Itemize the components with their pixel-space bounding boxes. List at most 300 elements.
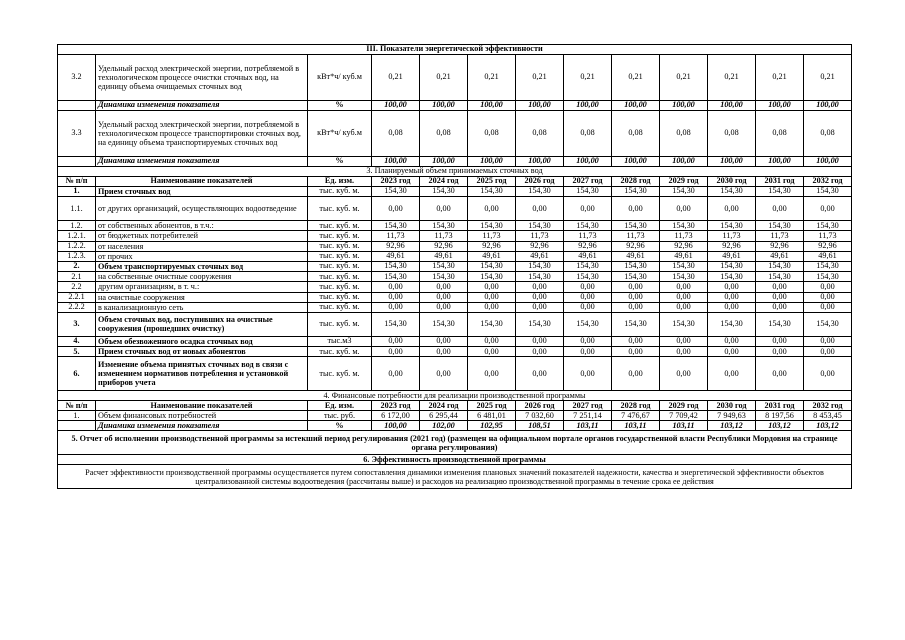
value-cell: 154,30 [660, 312, 708, 336]
unit-cell: тыс. куб. м. [308, 292, 372, 302]
value-cell: 0,21 [804, 55, 852, 101]
dynamics-unit: % [308, 157, 372, 167]
value-cell: 154,30 [660, 187, 708, 197]
value-cell: 7 032,60 [516, 411, 564, 421]
value-cell: 0,00 [708, 282, 756, 292]
table-row [58, 251, 852, 261]
dynamics-label: Динамика изменения показателя [96, 157, 308, 167]
efficiency-text: Расчет эффективности производственной программы осуществляется путем сопоставления динамики изменения плановых значений показателей надежности, качества и энергетической эффективности объектов централизованной системы водоотведения (рассчитаны выше) и расходов на реализацию производственной программы в течение срока ее действия [58, 465, 852, 489]
table-row [58, 282, 852, 292]
table-row [58, 187, 852, 197]
empty-cell [58, 421, 96, 431]
table-row [58, 302, 852, 312]
indicator-name: от прочих [96, 251, 308, 261]
value-cell: 0,00 [372, 357, 420, 391]
dynamics-value: 100,00 [756, 157, 804, 167]
dynamics-value: 102,00 [420, 421, 468, 431]
header-year: 2024 год [420, 177, 468, 187]
unit-cell: тыс. куб. м. [308, 261, 372, 271]
value-cell: 92,96 [420, 241, 468, 251]
value-cell: 154,30 [660, 221, 708, 231]
value-cell: 0,00 [660, 282, 708, 292]
value-cell: 11,73 [708, 231, 756, 241]
table-body [58, 45, 852, 489]
value-cell: 154,30 [468, 312, 516, 336]
dynamics-value: 100,00 [612, 157, 660, 167]
value-cell: 7 709,42 [660, 411, 708, 421]
section-3-title-row [58, 45, 852, 55]
indicator-name: Объем сточных вод, поступивших на очистные сооружения (прошедших очистку) [96, 312, 308, 336]
header-unit: Ед. изм. [308, 177, 372, 187]
value-cell: 0,21 [564, 55, 612, 101]
row-number: 3.2 [58, 55, 96, 101]
value-cell: 92,96 [756, 241, 804, 251]
dynamics-value: 100,00 [564, 101, 612, 111]
value-cell: 0,00 [516, 197, 564, 221]
value-cell: 0,00 [708, 357, 756, 391]
value-cell: 154,30 [660, 261, 708, 271]
value-cell: 49,61 [612, 251, 660, 261]
dynamics-value: 100,00 [564, 157, 612, 167]
header-year: 2023 год [372, 177, 420, 187]
value-cell: 49,61 [468, 251, 516, 261]
row-number: 5. [58, 347, 96, 357]
value-cell: 0,00 [756, 292, 804, 302]
value-cell: 92,96 [516, 241, 564, 251]
dynamics-value: 100,00 [420, 157, 468, 167]
header-year: 2026 год [516, 401, 564, 411]
value-cell: 0,00 [660, 347, 708, 357]
value-cell: 8 197,56 [756, 411, 804, 421]
header-year: 2031 год [756, 177, 804, 187]
value-cell: 0,00 [420, 282, 468, 292]
value-cell: 11,73 [564, 231, 612, 241]
section-planned-title: 3. Планируемый объем принимаемых сточных вод [58, 167, 852, 177]
dynamics-row [58, 101, 852, 111]
program-table [57, 44, 852, 489]
value-cell: 6 481,01 [468, 411, 516, 421]
table-row [58, 241, 852, 251]
indicator-name: на очистные сооружения [96, 292, 308, 302]
unit-cell: тыс. куб. м. [308, 231, 372, 241]
value-cell: 0,00 [372, 302, 420, 312]
value-cell: 154,30 [612, 272, 660, 282]
value-cell: 0,00 [372, 292, 420, 302]
value-cell: 0,00 [564, 302, 612, 312]
value-cell: 0,00 [612, 347, 660, 357]
value-cell: 0,00 [516, 336, 564, 346]
value-cell: 0,00 [660, 292, 708, 302]
table-row [58, 336, 852, 346]
dynamics-value: 108,51 [516, 421, 564, 431]
value-cell: 154,30 [612, 221, 660, 231]
value-cell: 154,30 [516, 272, 564, 282]
value-cell: 154,30 [756, 312, 804, 336]
dynamics-value: 100,00 [708, 101, 756, 111]
row-number: 2.1 [58, 272, 96, 282]
indicator-name: Удельный расход электрической энергии, потребляемой в технологическом процессе очистки сточных вод, на единицу объема очищаемых сточных вод [96, 55, 308, 101]
value-cell: 0,00 [756, 336, 804, 346]
value-cell: 0,00 [612, 292, 660, 302]
unit-cell: тыс. куб. м. [308, 272, 372, 282]
value-cell: 0,00 [564, 357, 612, 391]
unit-cell: кВт*ч/ куб.м [308, 55, 372, 101]
value-cell: 11,73 [612, 231, 660, 241]
header-year: 2023 год [372, 401, 420, 411]
finance-header-row [58, 401, 852, 411]
value-cell: 154,30 [804, 272, 852, 282]
table-row [58, 312, 852, 336]
document-sheet [57, 44, 851, 489]
value-cell: 49,61 [756, 251, 804, 261]
value-cell: 49,61 [516, 251, 564, 261]
value-cell: 92,96 [372, 241, 420, 251]
value-cell: 0,00 [516, 292, 564, 302]
indicator-name: в канализационную сеть [96, 302, 308, 312]
table-row [58, 221, 852, 231]
value-cell: 11,73 [660, 231, 708, 241]
dynamics-label: Динамика изменения показателя [96, 421, 308, 431]
value-cell: 0,00 [468, 336, 516, 346]
value-cell: 0,00 [372, 282, 420, 292]
value-cell: 92,96 [660, 241, 708, 251]
value-cell: 0,21 [516, 55, 564, 101]
value-cell: 154,30 [468, 261, 516, 271]
value-cell: 0,00 [708, 302, 756, 312]
table-row [58, 55, 852, 101]
value-cell: 0,00 [420, 292, 468, 302]
dynamics-row [58, 421, 852, 431]
value-cell: 154,30 [804, 221, 852, 231]
unit-cell: тыс. руб. [308, 411, 372, 421]
unit-cell: тыс. куб. м. [308, 241, 372, 251]
unit-cell: тыс. куб. м. [308, 312, 372, 336]
value-cell: 154,30 [612, 312, 660, 336]
row-number: 1. [58, 411, 96, 421]
value-cell: 7 251,14 [564, 411, 612, 421]
value-cell: 0,00 [372, 197, 420, 221]
dynamics-unit: % [308, 101, 372, 111]
value-cell: 0,00 [804, 282, 852, 292]
value-cell: 154,30 [564, 272, 612, 282]
value-cell: 154,30 [468, 221, 516, 231]
header-year: 2028 год [612, 401, 660, 411]
dynamics-value: 100,00 [420, 101, 468, 111]
value-cell: 0,00 [708, 197, 756, 221]
row-number: 1.2.1. [58, 231, 96, 241]
value-cell: 49,61 [708, 251, 756, 261]
header-unit: Ед. изм. [308, 401, 372, 411]
value-cell: 154,30 [420, 221, 468, 231]
value-cell: 0,00 [804, 302, 852, 312]
unit-cell: тыс.м3 [308, 336, 372, 346]
value-cell: 0,00 [516, 302, 564, 312]
value-cell: 0,00 [564, 197, 612, 221]
unit-cell: тыс. куб. м. [308, 187, 372, 197]
value-cell: 0,00 [516, 282, 564, 292]
table-row [58, 411, 852, 421]
value-cell: 154,30 [420, 272, 468, 282]
indicator-name: другим организациям, в т. ч.: [96, 282, 308, 292]
value-cell: 0,00 [564, 336, 612, 346]
value-cell: 0,21 [708, 55, 756, 101]
value-cell: 0,00 [516, 357, 564, 391]
section-efficiency-title-row [58, 455, 852, 465]
value-cell: 154,30 [804, 312, 852, 336]
value-cell: 0,00 [612, 282, 660, 292]
value-cell: 0,00 [420, 347, 468, 357]
value-cell: 154,30 [372, 272, 420, 282]
row-number: 1.1. [58, 197, 96, 221]
dynamics-value: 100,00 [372, 421, 420, 431]
value-cell: 0,21 [612, 55, 660, 101]
value-cell: 0,00 [804, 336, 852, 346]
dynamics-value: 103,12 [708, 421, 756, 431]
value-cell: 8 453,45 [804, 411, 852, 421]
value-cell: 0,00 [420, 197, 468, 221]
value-cell: 154,30 [708, 261, 756, 271]
value-cell: 0,00 [372, 336, 420, 346]
empty-cell [58, 157, 96, 167]
value-cell: 154,30 [516, 187, 564, 197]
value-cell: 0,21 [420, 55, 468, 101]
value-cell: 0,00 [468, 282, 516, 292]
unit-cell: тыс. куб. м. [308, 197, 372, 221]
dynamics-value: 100,00 [612, 101, 660, 111]
value-cell: 0,00 [420, 302, 468, 312]
dynamics-value: 103,11 [612, 421, 660, 431]
unit-cell: кВт*ч/ куб.м [308, 111, 372, 157]
value-cell: 0,00 [468, 292, 516, 302]
row-number: 2.2.1 [58, 292, 96, 302]
row-number: 2.2 [58, 282, 96, 292]
planned-header-row [58, 177, 852, 187]
table-row [58, 357, 852, 391]
value-cell: 0,00 [468, 197, 516, 221]
row-number: 1. [58, 187, 96, 197]
header-year: 2030 год [708, 401, 756, 411]
row-number: 1.2.2. [58, 241, 96, 251]
value-cell: 0,00 [612, 197, 660, 221]
value-cell: 49,61 [372, 251, 420, 261]
value-cell: 0,00 [564, 282, 612, 292]
value-cell: 154,30 [756, 272, 804, 282]
section-report-title: 5. Отчет об исполнении производственной программы за истекший период регулирования (2021 год) (размещен на официальном портале органов государственной власти Республики Мордовия на странице органа регулирования) [58, 431, 852, 455]
table-row [58, 111, 852, 157]
value-cell: 0,08 [756, 111, 804, 157]
value-cell: 0,00 [804, 292, 852, 302]
dynamics-value: 102,95 [468, 421, 516, 431]
value-cell: 92,96 [564, 241, 612, 251]
value-cell: 6 172,00 [372, 411, 420, 421]
indicator-name: Объем обезвоженного осадка сточных вод [96, 336, 308, 346]
dynamics-value: 103,12 [804, 421, 852, 431]
row-number: 4. [58, 336, 96, 346]
value-cell: 0,00 [756, 357, 804, 391]
header-year: 2025 год [468, 401, 516, 411]
value-cell: 154,30 [804, 261, 852, 271]
value-cell: 154,30 [372, 187, 420, 197]
value-cell: 154,30 [660, 272, 708, 282]
value-cell: 0,00 [708, 292, 756, 302]
indicator-name: от других организаций, осуществляющих водоотведение [96, 197, 308, 221]
indicator-name: Изменение объема принятых сточных вод в связи с изменением нормативов потребления и установкой приборов учета [96, 357, 308, 391]
value-cell: 6 295,44 [420, 411, 468, 421]
value-cell: 0,00 [660, 302, 708, 312]
indicator-name: Прием сточных вод от новых абонентов [96, 347, 308, 357]
value-cell: 0,08 [612, 111, 660, 157]
value-cell: 0,08 [804, 111, 852, 157]
value-cell: 154,30 [564, 312, 612, 336]
value-cell: 0,00 [468, 347, 516, 357]
value-cell: 0,08 [420, 111, 468, 157]
dynamics-value: 103,12 [756, 421, 804, 431]
value-cell: 154,30 [468, 272, 516, 282]
header-name: Наименование показателей [96, 401, 308, 411]
dynamics-value: 100,00 [660, 101, 708, 111]
value-cell: 0,00 [756, 347, 804, 357]
value-cell: 154,30 [372, 221, 420, 231]
value-cell: 154,30 [804, 187, 852, 197]
value-cell: 0,00 [804, 357, 852, 391]
value-cell: 7 476,67 [612, 411, 660, 421]
value-cell: 0,00 [612, 357, 660, 391]
row-number: 1.2.3. [58, 251, 96, 261]
dynamics-value: 100,00 [708, 157, 756, 167]
dynamics-row [58, 157, 852, 167]
value-cell: 0,08 [516, 111, 564, 157]
dynamics-value: 100,00 [516, 101, 564, 111]
value-cell: 154,30 [372, 261, 420, 271]
value-cell: 11,73 [756, 231, 804, 241]
value-cell: 154,30 [756, 187, 804, 197]
header-year: 2025 год [468, 177, 516, 187]
value-cell: 92,96 [468, 241, 516, 251]
section-3-title: III. Показатели энергетической эффективности [58, 45, 852, 55]
value-cell: 11,73 [804, 231, 852, 241]
value-cell: 11,73 [420, 231, 468, 241]
row-number: 3.3 [58, 111, 96, 157]
header-year: 2032 год [804, 177, 852, 187]
value-cell: 154,30 [516, 221, 564, 231]
unit-cell: тыс. куб. м. [308, 357, 372, 391]
header-year: 2027 год [564, 401, 612, 411]
dynamics-value: 103,11 [660, 421, 708, 431]
section-efficiency-title: 6. Эффективность производственной программы [58, 455, 852, 465]
dynamics-value: 100,00 [804, 101, 852, 111]
value-cell: 0,00 [756, 197, 804, 221]
header-num: № п/п [58, 177, 96, 187]
table-row [58, 347, 852, 357]
value-cell: 154,30 [564, 221, 612, 231]
header-year: 2027 год [564, 177, 612, 187]
value-cell: 0,08 [708, 111, 756, 157]
value-cell: 11,73 [516, 231, 564, 241]
value-cell: 0,08 [564, 111, 612, 157]
dynamics-value: 100,00 [756, 101, 804, 111]
header-name: Наименование показателей [96, 177, 308, 187]
value-cell: 49,61 [420, 251, 468, 261]
dynamics-value: 100,00 [372, 157, 420, 167]
value-cell: 0,00 [564, 292, 612, 302]
value-cell: 0,21 [468, 55, 516, 101]
value-cell: 0,08 [468, 111, 516, 157]
value-cell: 0,00 [468, 357, 516, 391]
value-cell: 92,96 [612, 241, 660, 251]
value-cell: 0,00 [612, 302, 660, 312]
header-year: 2026 год [516, 177, 564, 187]
row-number: 2.2.2 [58, 302, 96, 312]
dynamics-value: 100,00 [516, 157, 564, 167]
unit-cell: тыс. куб. м. [308, 347, 372, 357]
value-cell: 154,30 [756, 221, 804, 231]
table-row [58, 261, 852, 271]
value-cell: 0,00 [804, 347, 852, 357]
value-cell: 11,73 [372, 231, 420, 241]
value-cell: 49,61 [660, 251, 708, 261]
value-cell: 0,00 [564, 347, 612, 357]
indicator-name: Прием сточных вод [96, 187, 308, 197]
dynamics-value: 100,00 [660, 157, 708, 167]
empty-cell [58, 101, 96, 111]
header-year: 2029 год [660, 177, 708, 187]
indicator-name: Объем финансовых потребностей [96, 411, 308, 421]
value-cell: 154,30 [372, 312, 420, 336]
value-cell: 154,30 [708, 272, 756, 282]
section-report-title-row [58, 431, 852, 455]
section-finance-title-row [58, 391, 852, 401]
value-cell: 154,30 [468, 187, 516, 197]
table-row [58, 272, 852, 282]
row-number: 6. [58, 357, 96, 391]
dynamics-value: 100,00 [468, 157, 516, 167]
unit-cell: тыс. куб. м. [308, 251, 372, 261]
value-cell: 0,21 [756, 55, 804, 101]
header-num: № п/п [58, 401, 96, 411]
unit-cell: тыс. куб. м. [308, 302, 372, 312]
dynamics-unit: % [308, 421, 372, 431]
value-cell: 0,00 [756, 302, 804, 312]
value-cell: 0,21 [660, 55, 708, 101]
value-cell: 0,00 [756, 282, 804, 292]
dynamics-value: 100,00 [372, 101, 420, 111]
value-cell: 0,00 [660, 357, 708, 391]
indicator-name: Объем транспортируемых сточных вод [96, 261, 308, 271]
indicator-name: от собственных абонентов, в т.ч.: [96, 221, 308, 231]
header-year: 2030 год [708, 177, 756, 187]
value-cell: 154,30 [564, 187, 612, 197]
indicator-name: от населения [96, 241, 308, 251]
row-number: 2. [58, 261, 96, 271]
table-row [58, 197, 852, 221]
header-year: 2024 год [420, 401, 468, 411]
value-cell: 0,08 [660, 111, 708, 157]
table-row [58, 292, 852, 302]
value-cell: 154,30 [564, 261, 612, 271]
value-cell: 0,08 [372, 111, 420, 157]
value-cell: 49,61 [804, 251, 852, 261]
header-year: 2031 год [756, 401, 804, 411]
value-cell: 0,00 [516, 347, 564, 357]
section-finance-title: 4. Финансовые потребности для реализации производственной программы [58, 391, 852, 401]
value-cell: 0,21 [372, 55, 420, 101]
value-cell: 92,96 [804, 241, 852, 251]
dynamics-value: 100,00 [804, 157, 852, 167]
header-year: 2032 год [804, 401, 852, 411]
value-cell: 154,30 [516, 312, 564, 336]
unit-cell: тыс. куб. м. [308, 221, 372, 231]
value-cell: 154,30 [516, 261, 564, 271]
